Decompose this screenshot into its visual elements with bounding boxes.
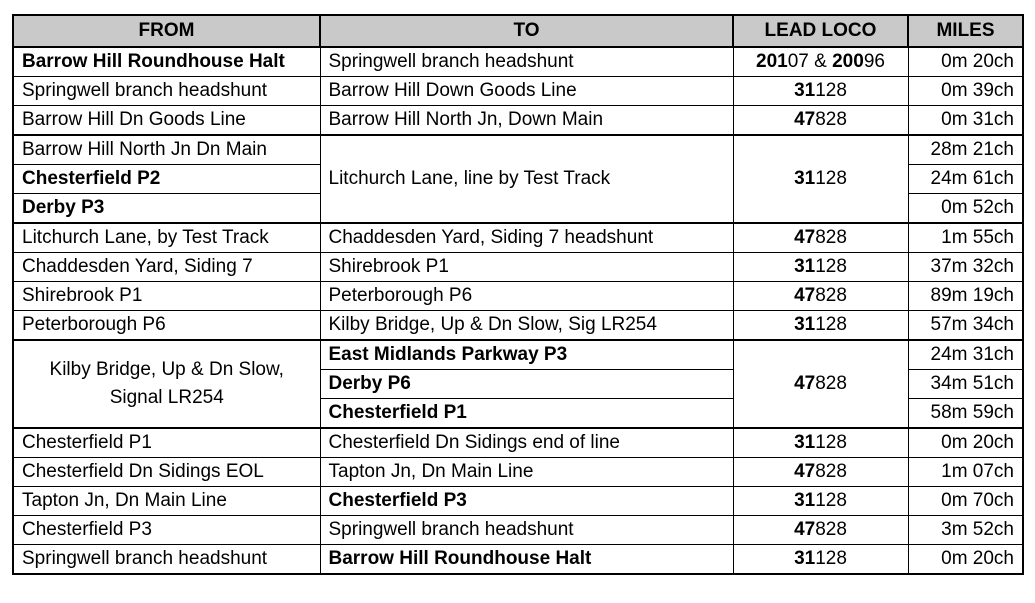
cell-to: Derby P6 (320, 370, 733, 399)
loco-number-rest: 128 (815, 432, 847, 453)
cell-to: Tapton Jn, Dn Main Line (320, 458, 733, 487)
loco-number-bold: 31 (794, 548, 816, 569)
table-row (13, 311, 1023, 341)
table-row (13, 545, 1023, 575)
loco-number-rest: 828 (815, 373, 847, 394)
loco-number-bold: 47 (794, 285, 816, 306)
table-row (13, 487, 1023, 516)
table-row (13, 77, 1023, 106)
header-row (13, 15, 1023, 47)
loco-number-rest: 128 (815, 548, 847, 569)
cell-from: Derby P3 (13, 194, 320, 224)
cell-from: Springwell branch headshunt (13, 77, 320, 106)
cell-miles: 3m 52ch (908, 516, 1023, 545)
cell-miles: 0m 52ch (908, 194, 1023, 224)
table-row (13, 106, 1023, 136)
header-lead-loco: LEAD LOCO (733, 15, 908, 47)
loco-number-bold: 31 (794, 256, 816, 277)
cell-lead-loco (733, 135, 908, 223)
cell-from: Springwell branch headshunt (13, 545, 320, 575)
loco-number-bold: 31 (794, 80, 816, 101)
loco-number-bold: 31 (794, 490, 816, 511)
loco-number-bold: 31 (794, 314, 816, 335)
table-row (13, 428, 1023, 458)
cell-lead-loco (733, 253, 908, 282)
loco-number-rest: 96 (863, 51, 885, 72)
cell-to: Chesterfield Dn Sidings end of line (320, 428, 733, 458)
cell-miles: 57m 34ch (908, 311, 1023, 341)
table-row (13, 253, 1023, 282)
route-group (13, 135, 1023, 223)
cell-lead-loco (733, 106, 908, 136)
table-row (13, 135, 1023, 165)
loco-number-rest: 128 (815, 168, 847, 189)
cell-miles: 0m 20ch (908, 545, 1023, 575)
table-header (13, 15, 1023, 47)
loco-number-rest: 07 & (787, 51, 833, 72)
cell-miles: 37m 32ch (908, 253, 1023, 282)
loco-number-bold: 31 (794, 168, 816, 189)
cell-from (13, 340, 320, 428)
cell-miles: 0m 20ch (908, 428, 1023, 458)
loco-number-rest: 128 (815, 490, 847, 511)
cell-to: Springwell branch headshunt (320, 516, 733, 545)
loco-number-bold: 200 (832, 51, 864, 72)
cell-to: Springwell branch headshunt (320, 47, 733, 77)
route-group (13, 340, 1023, 428)
cell-from: Barrow Hill Dn Goods Line (13, 106, 320, 136)
loco-number-rest: 828 (815, 519, 847, 540)
cell-lead-loco (733, 545, 908, 575)
cell-lead-loco (733, 47, 908, 77)
cell-to: Chesterfield P1 (320, 399, 733, 429)
table-row (13, 516, 1023, 545)
cell-lead-loco (733, 311, 908, 341)
cell-to: Chesterfield P3 (320, 487, 733, 516)
cell-from: Chesterfield Dn Sidings EOL (13, 458, 320, 487)
cell-to: East Midlands Parkway P3 (320, 340, 733, 370)
loco-number-rest: 128 (815, 314, 847, 335)
loco-number-rest: 828 (815, 227, 847, 248)
loco-number-rest: 828 (815, 461, 847, 482)
cell-lead-loco (733, 282, 908, 311)
cell-lead-loco (733, 487, 908, 516)
cell-to: Chaddesden Yard, Siding 7 headshunt (320, 223, 733, 253)
cell-from: Shirebrook P1 (13, 282, 320, 311)
loco-number-bold: 47 (794, 109, 816, 130)
loco-number-bold: 31 (794, 432, 816, 453)
cell-miles: 58m 59ch (908, 399, 1023, 429)
cell-to: Litchurch Lane, line by Test Track (320, 135, 733, 223)
loco-number-bold: 47 (794, 519, 816, 540)
route-group (13, 47, 1023, 135)
cell-to: Barrow Hill Down Goods Line (320, 77, 733, 106)
header-from: FROM (13, 15, 320, 47)
cell-from: Litchurch Lane, by Test Track (13, 223, 320, 253)
table-row (13, 223, 1023, 253)
cell-miles: 0m 31ch (908, 106, 1023, 136)
cell-miles: 1m 55ch (908, 223, 1023, 253)
cell-to: Shirebrook P1 (320, 253, 733, 282)
loco-number-bold: 47 (794, 373, 816, 394)
cell-from: Peterborough P6 (13, 311, 320, 341)
cell-from: Chesterfield P1 (13, 428, 320, 458)
cell-lead-loco (733, 516, 908, 545)
cell-lead-loco (733, 77, 908, 106)
cell-lead-loco (733, 458, 908, 487)
cell-miles: 0m 70ch (908, 487, 1023, 516)
table-row (13, 47, 1023, 77)
cell-lead-loco (733, 340, 908, 428)
route-table (12, 14, 1024, 575)
cell-to: Barrow Hill Roundhouse Halt (320, 545, 733, 575)
cell-from: Chaddesden Yard, Siding 7 (13, 253, 320, 282)
loco-number-rest: 828 (815, 109, 847, 130)
table-row (13, 458, 1023, 487)
cell-miles: 24m 61ch (908, 165, 1023, 194)
cell-from: Chesterfield P3 (13, 516, 320, 545)
route-group (13, 428, 1023, 574)
cell-to: Peterborough P6 (320, 282, 733, 311)
cell-lead-loco (733, 223, 908, 253)
cell-miles: 0m 20ch (908, 47, 1023, 77)
table-row (13, 340, 1023, 370)
cell-miles: 89m 19ch (908, 282, 1023, 311)
loco-number-rest: 128 (815, 80, 847, 101)
from-line: Signal LR254 (109, 387, 224, 408)
cell-miles: 28m 21ch (908, 135, 1023, 165)
cell-miles: 24m 31ch (908, 340, 1023, 370)
header-miles: MILES (908, 15, 1023, 47)
loco-number-bold: 47 (794, 227, 816, 248)
loco-number-rest: 128 (815, 256, 847, 277)
route-group (13, 223, 1023, 340)
cell-to: Kilby Bridge, Up & Dn Slow, Sig LR254 (320, 311, 733, 341)
loco-number-bold: 47 (794, 461, 816, 482)
cell-miles: 34m 51ch (908, 370, 1023, 399)
cell-lead-loco (733, 428, 908, 458)
header-to: TO (320, 15, 733, 47)
cell-from: Tapton Jn, Dn Main Line (13, 487, 320, 516)
loco-number-bold: 201 (756, 51, 788, 72)
cell-miles: 0m 39ch (908, 77, 1023, 106)
loco-number-rest: 828 (815, 285, 847, 306)
cell-miles: 1m 07ch (908, 458, 1023, 487)
cell-from: Barrow Hill Roundhouse Halt (13, 47, 320, 77)
cell-from: Chesterfield P2 (13, 165, 320, 194)
cell-from: Barrow Hill North Jn Dn Main (13, 135, 320, 165)
from-line: Kilby Bridge, Up & Dn Slow, (49, 359, 284, 380)
cell-to: Barrow Hill North Jn, Down Main (320, 106, 733, 136)
table-row (13, 282, 1023, 311)
